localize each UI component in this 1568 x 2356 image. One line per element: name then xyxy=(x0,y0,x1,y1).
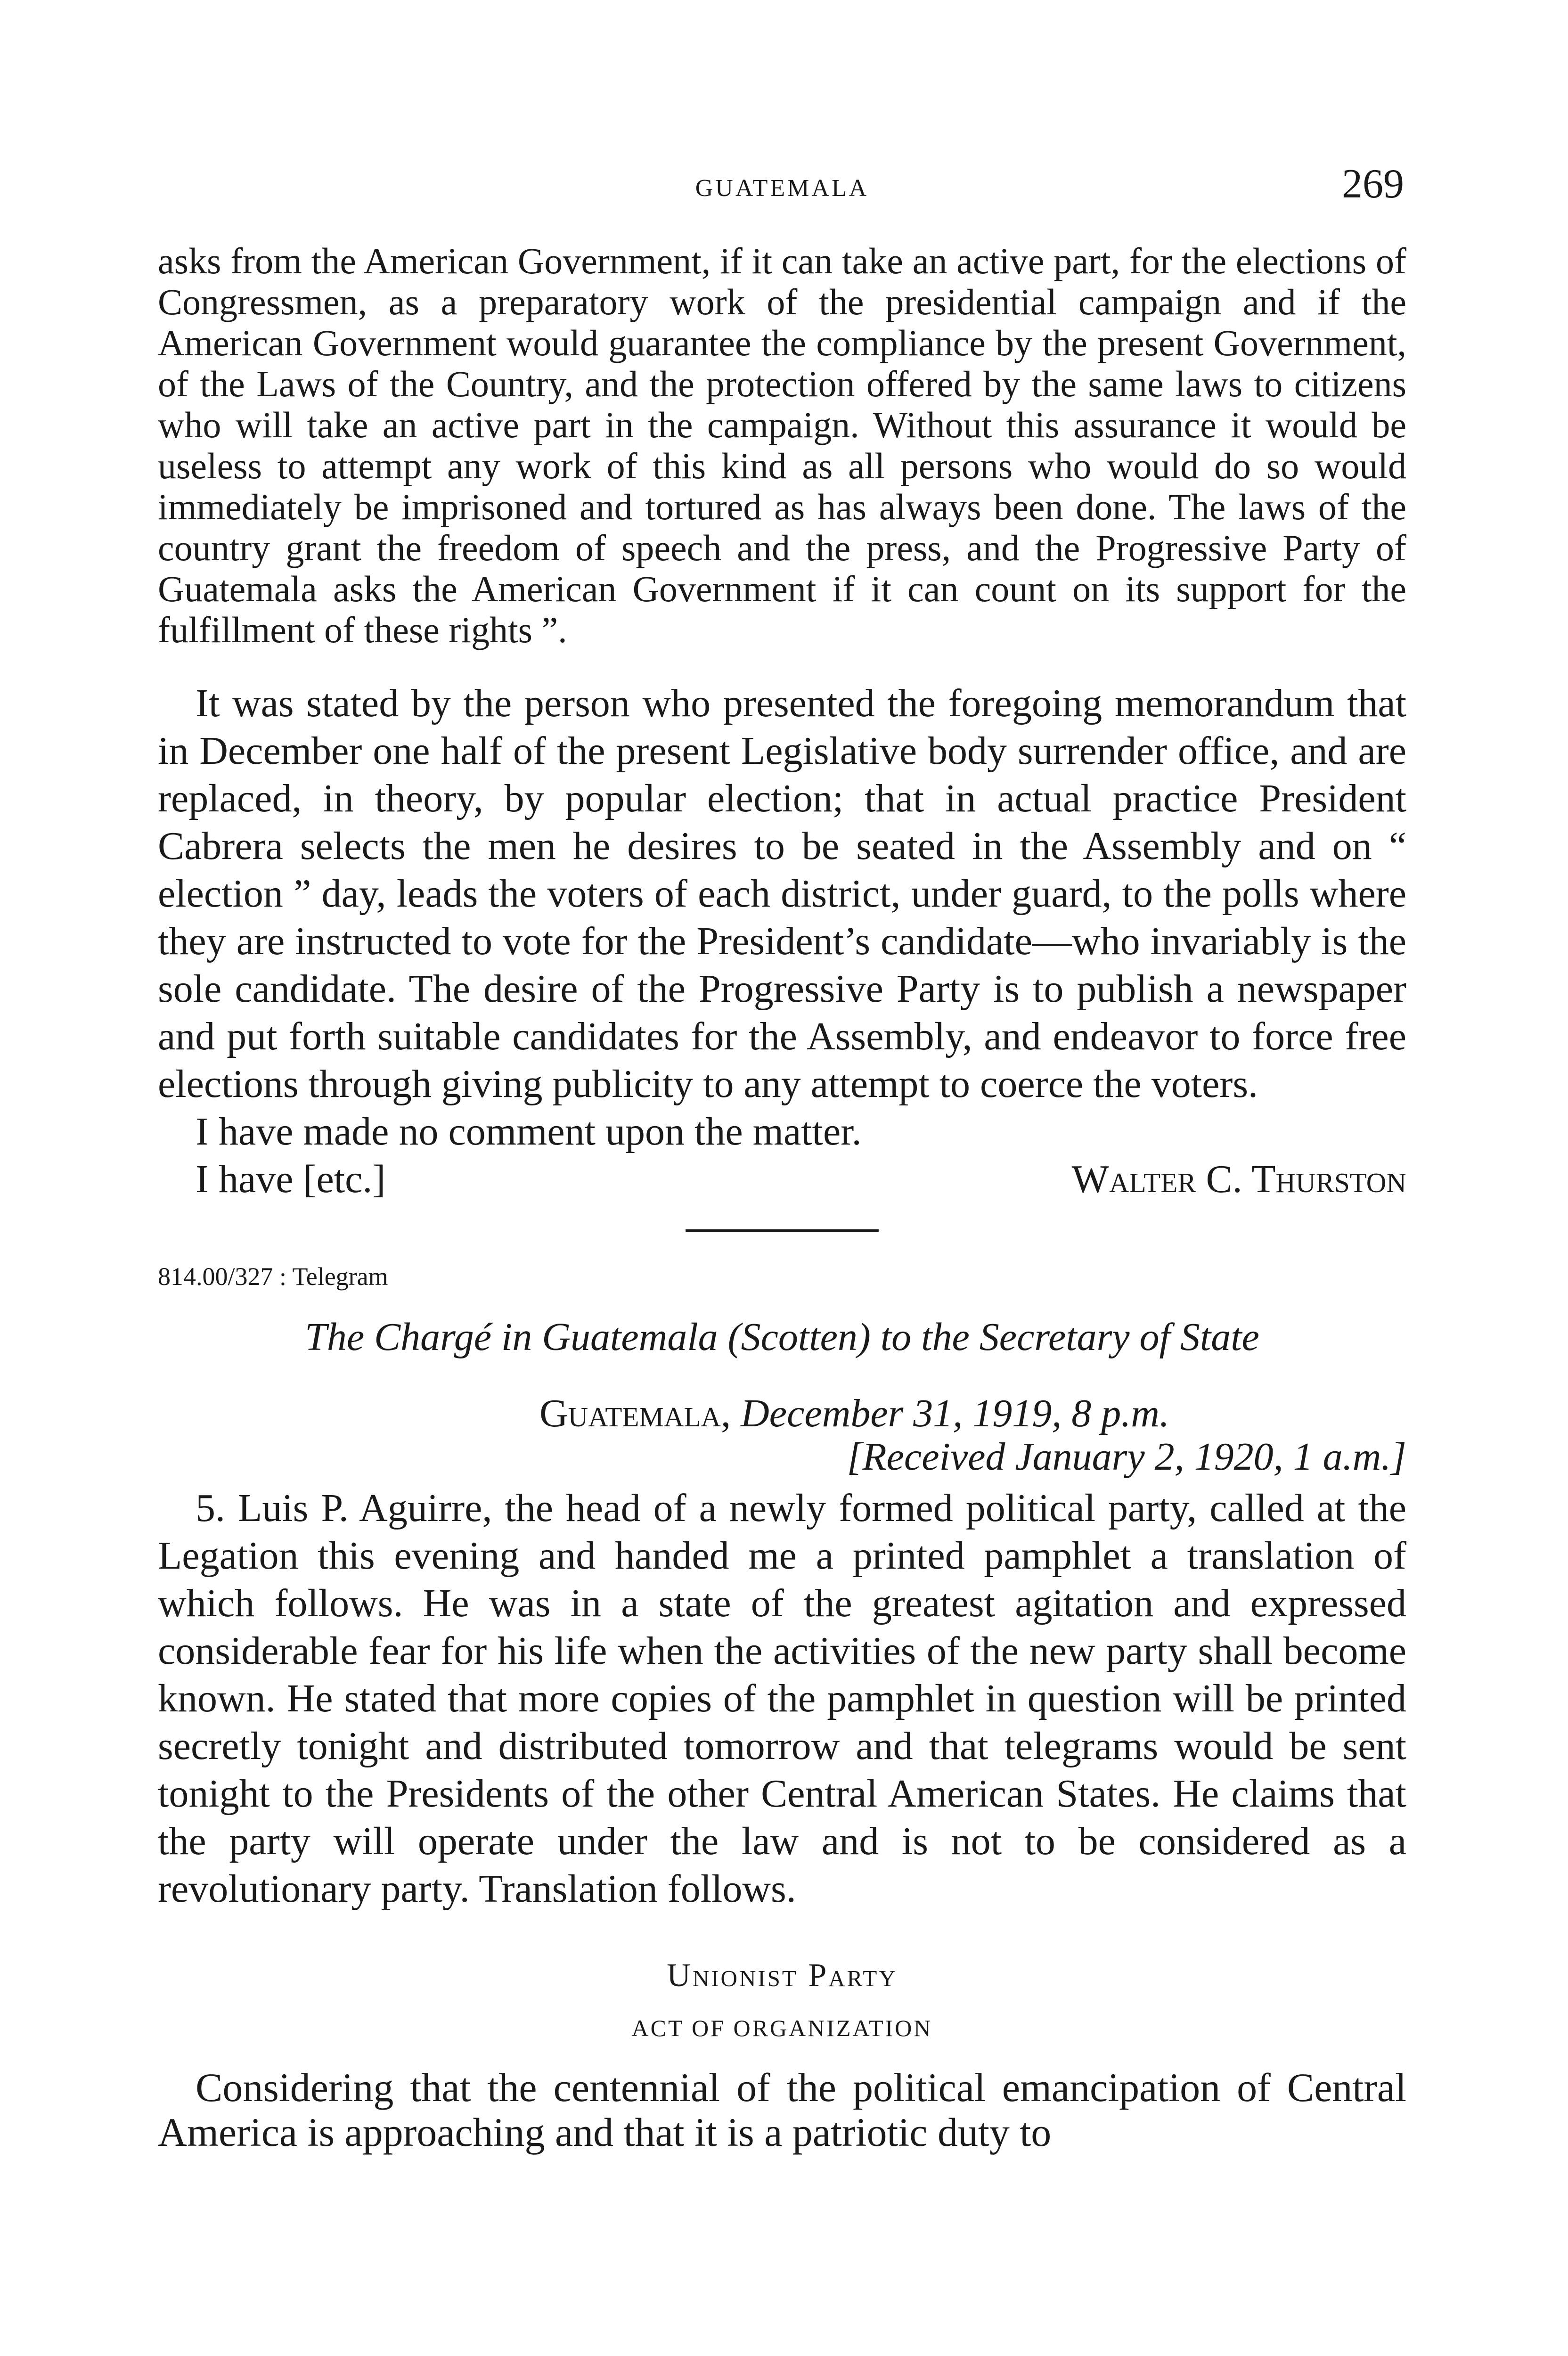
comment-paragraph: I have made no comment upon the matter. xyxy=(196,1110,862,1153)
dateline-place: Guatemala, xyxy=(539,1391,731,1435)
received-date: [Received January 2, 1920, 1 a.m.] xyxy=(847,1435,1406,1479)
page-number: 269 xyxy=(1342,161,1404,207)
signature-row xyxy=(158,1155,1406,1203)
body-paragraph: It was stated by the person who presented the foregoing memorandum that in December one half of the present Legislative body surrender office, and are replaced, in theory, by popular election; that in actual practice President Cabrera selects the men he desires to be seated in the Assembly and on “ election ” day, leads the voters of each district, under guard, to the polls where they are instructed to vote for the President’s candidate—who invariably is the sole candidate. The desire of the Progressive Party is to publish a newspaper and put forth suitable candidates for the Assembly, and endeavor to force free elections through giving publicity to any attempt to coerce the voters. xyxy=(158,681,1406,1106)
document-title: The Chargé in Guatemala (Scotten) to the Secretary of State xyxy=(305,1315,1259,1359)
page-body xyxy=(158,240,1406,2155)
closing-text: I have [etc.] xyxy=(196,1157,386,1201)
section-divider xyxy=(686,1229,879,1232)
file-reference: 814.00/327 : Telegram xyxy=(158,1262,388,1291)
telegram-paragraph: 5. Luis P. Aguirre, the head of a newly formed political party, called at the Legation this evening and handed me a printed pamphlet a translation of which follows. He was in a state of the greatest agitation and expressed considerable fear for his life when the activities of the new party shall become known. He stated that more copies of the pamphlet in question will be printed secretly tonight and distributed tomorrow and that telegrams would be sent tonight to the Presidents of the other Central American States. He claims that the party will operate under the law and is not to be considered as a revolutionary party. Translation follows. xyxy=(158,1486,1406,1911)
dateline xyxy=(158,1392,1406,1479)
dateline-date: December 31, 1919, 8 p.m. xyxy=(741,1391,1169,1435)
running-head: GUATEMALA xyxy=(695,175,869,202)
section-heading: Unionist Party xyxy=(667,1957,898,1994)
memorandum-paragraph: asks from the American Government, if it can take an active part, for the elections of Congressmen, as a preparatory work of the presidential campaign and if the American Government would guarantee the compliance by the present Government, of the Laws of the Country, and the protection offered by the same laws to citizens who will take an active part in the campaign. Without this assurance it would be useless to attempt any work of this kind as all persons who would do so would immediately be imprisoned and tortured as has always been done. The laws of the country grant the freedom of speech and the press, and the Progressive Party of Guatemala asks the American Government if it can count on its support for the fulfillment of these rights ”. xyxy=(158,240,1406,650)
act-paragraph: Considering that the centennial of the political emancipation of Central America is approaching and that it is a patriotic duty to xyxy=(158,2065,1406,2155)
signatory-name: Walter C. Thurston xyxy=(1071,1157,1406,1201)
page-header xyxy=(160,160,1404,217)
subsection-heading: ACT OF ORGANIZATION xyxy=(631,2015,933,2041)
